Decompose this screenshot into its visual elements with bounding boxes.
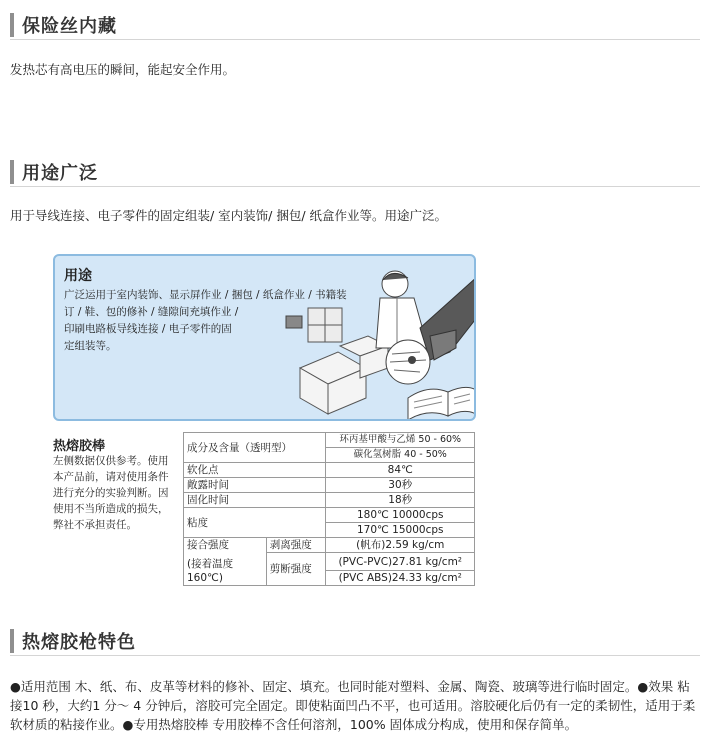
uses-description: 用于导线连接、电子零件的固定组装/ 室内装饰/ 捆包/ 纸盒作业等。用途广泛。 — [10, 208, 448, 223]
shear-strength-value-1: (PVC-PVC)27.81 kg/cm² — [326, 553, 475, 571]
section-title-uses: 用途广泛 — [22, 163, 98, 184]
disclaimer-line: 进行充分的实验判断。因 — [53, 487, 169, 499]
glue-stick-spec-table — [183, 432, 475, 586]
bond-strength-label-line-2: (接着温度160℃) — [187, 558, 234, 584]
features-description: ●适用范围 木、纸、布、皮革等材料的修补、固定、填充。也同时能对塑料、金属、陶瓷、玻璃等进行临时固定。●效果 粘接10 秒，大约1 分～ 4 分钟后，溶胶可完全固定。即使粘面凹凸不平，也可适用。溶胶硬化后仍有一定的柔韧性，适用于柔软材质的粘接作业。●专用热熔胶棒 专用胶棒不含任何溶剂，100% 固体成分构成，使用和保存简单。 — [10, 679, 696, 732]
disclaimer-line: 使用不当所造成的损失， — [53, 503, 169, 515]
table-row — [184, 493, 475, 508]
shear-strength-label: 剪断强度 — [266, 553, 326, 586]
section-title-fuse: 保险丝内藏 — [22, 16, 117, 37]
table-row — [184, 478, 475, 493]
heading-bar — [10, 160, 14, 184]
setting-time-value: 18秒 — [326, 493, 475, 508]
table-row — [184, 538, 475, 553]
softening-point-label: 软化点 — [184, 463, 326, 478]
usage-line: 订 / 鞋、包的修补 / 缝隙间充填作业 / — [64, 306, 239, 318]
table-row — [184, 508, 475, 523]
open-time-value: 30秒 — [326, 478, 475, 493]
composition-value-2: 碳化氢树脂 40 - 50% — [326, 448, 475, 463]
section-heading-fuse — [10, 10, 700, 40]
usage-panel — [53, 254, 476, 421]
usage-line: 广泛运用于室内装饰、显示屏作业 / 捆包 / 纸盒作业 / 书籍装 — [64, 289, 347, 301]
composition-value-1: 环丙基甲酸与乙烯 50 - 60% — [326, 433, 475, 448]
softening-point-value: 84℃ — [326, 463, 475, 478]
open-time-label: 敞露时间 — [184, 478, 326, 493]
glue-gun-worker-illustration — [280, 256, 476, 420]
viscosity-value-1: 180℃ 10000cps — [326, 508, 475, 523]
fuse-description: 发热芯有高电压的瞬间，能起安全作用。 — [10, 62, 236, 77]
bond-strength-label — [184, 538, 267, 586]
section-heading-features — [10, 626, 700, 656]
composition-label: 成分及含量（透明型） — [184, 433, 326, 463]
usage-panel-title: 用途 — [64, 268, 92, 284]
section-heading-uses — [10, 157, 700, 187]
setting-time-label: 固化时间 — [184, 493, 326, 508]
heading-bar — [10, 13, 14, 37]
peel-strength-value: (帆布)2.59 kg/cm — [326, 538, 475, 553]
table-row — [184, 463, 475, 478]
usage-line: 定组装等。 — [64, 340, 117, 352]
disclaimer-line: 弊社不承担责任。 — [53, 519, 137, 531]
shear-strength-value-2: (PVC ABS)24.33 kg/cm² — [326, 571, 475, 586]
glue-stick-title: 热熔胶棒 — [53, 439, 106, 454]
disclaimer-line: 左侧数据仅供参考。使用 — [53, 455, 169, 467]
viscosity-value-2: 170℃ 15000cps — [326, 523, 475, 538]
bond-strength-label-line-1: 接合强度 — [187, 539, 229, 551]
usage-line: 印刷电路板导线连接 / 电子零件的固 — [64, 323, 232, 335]
glue-stick-disclaimer — [53, 453, 178, 533]
viscosity-label: 粘度 — [184, 508, 326, 538]
disclaimer-line: 本产品前，请对使用条件 — [53, 471, 169, 483]
heading-bar — [10, 629, 14, 653]
peel-strength-label: 剥离强度 — [266, 538, 326, 553]
table-row — [184, 433, 475, 448]
section-title-features: 热熔胶枪特色 — [22, 632, 136, 653]
